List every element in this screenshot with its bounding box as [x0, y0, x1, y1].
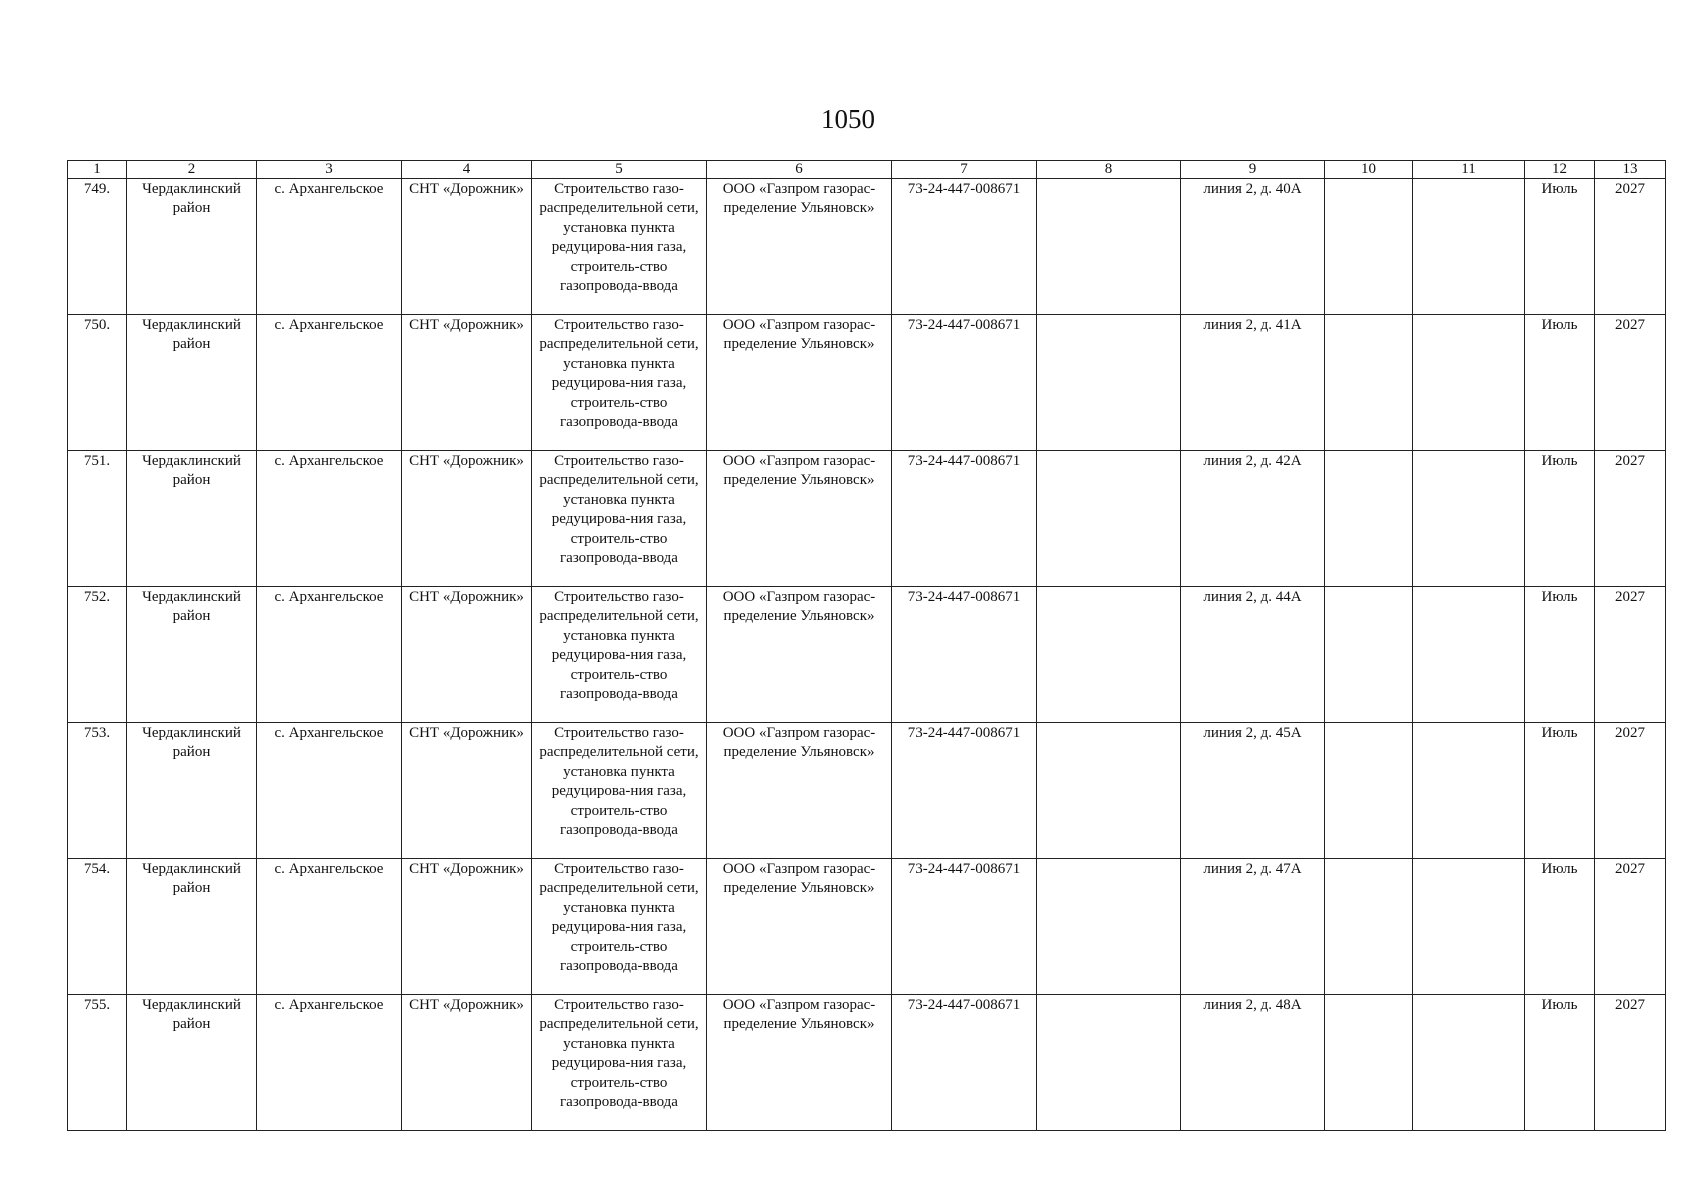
column-11-cell	[1413, 995, 1525, 1131]
code-cell: 73-24-447-008671	[892, 859, 1037, 995]
row-number: 754.	[68, 859, 127, 995]
organization-cell: ООО «Газпром газорас-пределение Ульяновск»	[707, 451, 892, 587]
column-11-cell	[1413, 859, 1525, 995]
column-11-cell	[1413, 451, 1525, 587]
column-10-cell	[1325, 179, 1413, 315]
registry-table	[67, 160, 1666, 1131]
code-cell: 73-24-447-008671	[892, 451, 1037, 587]
address-cell: линия 2, д. 41А	[1181, 315, 1325, 451]
column-10-cell	[1325, 723, 1413, 859]
row-number: 750.	[68, 315, 127, 451]
column-8-cell	[1037, 451, 1181, 587]
address-cell: линия 2, д. 47А	[1181, 859, 1325, 995]
settlement-cell: с. Архангельское	[257, 723, 402, 859]
column-header-7: 7	[892, 161, 1037, 179]
column-8-cell	[1037, 179, 1181, 315]
year-cell: 2027	[1595, 315, 1666, 451]
column-11-cell	[1413, 723, 1525, 859]
table-row	[68, 315, 1666, 451]
column-11-cell	[1413, 587, 1525, 723]
page-number: 1050	[821, 104, 875, 134]
table-row	[68, 723, 1666, 859]
organization-cell: ООО «Газпром газорас-пределение Ульяновск»	[707, 859, 892, 995]
row-number: 753.	[68, 723, 127, 859]
organization-cell: ООО «Газпром газорас-пределение Ульяновск»	[707, 587, 892, 723]
row-number: 752.	[68, 587, 127, 723]
district-cell: Чердаклинский район	[127, 995, 257, 1131]
column-header-3: 3	[257, 161, 402, 179]
work-description-cell: Строительство газо-распределительной сети, установка пункта редуцирова-ния газа, строитель-ство газопровода-ввода	[532, 587, 707, 723]
year-cell: 2027	[1595, 587, 1666, 723]
column-header-4: 4	[402, 161, 532, 179]
column-10-cell	[1325, 451, 1413, 587]
organization-cell: ООО «Газпром газорас-пределение Ульяновск»	[707, 995, 892, 1131]
year-cell: 2027	[1595, 179, 1666, 315]
month-cell: Июль	[1525, 315, 1595, 451]
object-cell: СНТ «Дорожник»	[402, 859, 532, 995]
year-cell: 2027	[1595, 451, 1666, 587]
settlement-cell: с. Архангельское	[257, 587, 402, 723]
object-cell: СНТ «Дорожник»	[402, 723, 532, 859]
district-cell: Чердаклинский район	[127, 451, 257, 587]
column-10-cell	[1325, 859, 1413, 995]
settlement-cell: с. Архангельское	[257, 451, 402, 587]
table-row	[68, 587, 1666, 723]
object-cell: СНТ «Дорожник»	[402, 995, 532, 1131]
code-cell: 73-24-447-008671	[892, 995, 1037, 1131]
month-cell: Июль	[1525, 859, 1595, 995]
object-cell: СНТ «Дорожник»	[402, 587, 532, 723]
settlement-cell: с. Архангельское	[257, 179, 402, 315]
row-number: 749.	[68, 179, 127, 315]
column-11-cell	[1413, 179, 1525, 315]
column-header-5: 5	[532, 161, 707, 179]
column-header-2: 2	[127, 161, 257, 179]
settlement-cell: с. Архангельское	[257, 859, 402, 995]
work-description-cell: Строительство газо-распределительной сети, установка пункта редуцирова-ния газа, строитель-ство газопровода-ввода	[532, 315, 707, 451]
code-cell: 73-24-447-008671	[892, 587, 1037, 723]
code-cell: 73-24-447-008671	[892, 315, 1037, 451]
table-row	[68, 859, 1666, 995]
district-cell: Чердаклинский район	[127, 179, 257, 315]
column-8-cell	[1037, 723, 1181, 859]
month-cell: Июль	[1525, 451, 1595, 587]
organization-cell: ООО «Газпром газорас-пределение Ульяновск»	[707, 179, 892, 315]
code-cell: 73-24-447-008671	[892, 723, 1037, 859]
month-cell: Июль	[1525, 723, 1595, 859]
address-cell: линия 2, д. 44А	[1181, 587, 1325, 723]
organization-cell: ООО «Газпром газорас-пределение Ульяновск»	[707, 315, 892, 451]
table-row	[68, 451, 1666, 587]
column-10-cell	[1325, 995, 1413, 1131]
organization-cell: ООО «Газпром газорас-пределение Ульяновск»	[707, 723, 892, 859]
table-row	[68, 995, 1666, 1131]
object-cell: СНТ «Дорожник»	[402, 451, 532, 587]
code-cell: 73-24-447-008671	[892, 179, 1037, 315]
object-cell: СНТ «Дорожник»	[402, 179, 532, 315]
district-cell: Чердаклинский район	[127, 587, 257, 723]
year-cell: 2027	[1595, 859, 1666, 995]
column-header-1: 1	[68, 161, 127, 179]
year-cell: 2027	[1595, 723, 1666, 859]
column-8-cell	[1037, 587, 1181, 723]
work-description-cell: Строительство газо-распределительной сети, установка пункта редуцирова-ния газа, строитель-ство газопровода-ввода	[532, 179, 707, 315]
district-cell: Чердаклинский район	[127, 315, 257, 451]
column-header-13: 13	[1595, 161, 1666, 179]
column-11-cell	[1413, 315, 1525, 451]
district-cell: Чердаклинский район	[127, 723, 257, 859]
month-cell: Июль	[1525, 587, 1595, 723]
year-cell: 2027	[1595, 995, 1666, 1131]
column-header-10: 10	[1325, 161, 1413, 179]
work-description-cell: Строительство газо-распределительной сети, установка пункта редуцирова-ния газа, строитель-ство газопровода-ввода	[532, 451, 707, 587]
row-number: 751.	[68, 451, 127, 587]
column-10-cell	[1325, 315, 1413, 451]
object-cell: СНТ «Дорожник»	[402, 315, 532, 451]
month-cell: Июль	[1525, 995, 1595, 1131]
address-cell: линия 2, д. 40А	[1181, 179, 1325, 315]
month-cell: Июль	[1525, 179, 1595, 315]
address-cell: линия 2, д. 48А	[1181, 995, 1325, 1131]
column-8-cell	[1037, 859, 1181, 995]
work-description-cell: Строительство газо-распределительной сети, установка пункта редуцирова-ния газа, строитель-ство газопровода-ввода	[532, 859, 707, 995]
settlement-cell: с. Архангельское	[257, 315, 402, 451]
district-cell: Чердаклинский район	[127, 859, 257, 995]
settlement-cell: с. Архангельское	[257, 995, 402, 1131]
column-header-6: 6	[707, 161, 892, 179]
column-8-cell	[1037, 315, 1181, 451]
address-cell: линия 2, д. 42А	[1181, 451, 1325, 587]
header-row	[68, 161, 1666, 179]
column-header-11: 11	[1413, 161, 1525, 179]
column-header-9: 9	[1181, 161, 1325, 179]
column-header-8: 8	[1037, 161, 1181, 179]
column-10-cell	[1325, 587, 1413, 723]
column-8-cell	[1037, 995, 1181, 1131]
work-description-cell: Строительство газо-распределительной сети, установка пункта редуцирова-ния газа, строитель-ство газопровода-ввода	[532, 995, 707, 1131]
table-row	[68, 179, 1666, 315]
address-cell: линия 2, д. 45А	[1181, 723, 1325, 859]
column-header-12: 12	[1525, 161, 1595, 179]
row-number: 755.	[68, 995, 127, 1131]
work-description-cell: Строительство газо-распределительной сети, установка пункта редуцирова-ния газа, строитель-ство газопровода-ввода	[532, 723, 707, 859]
